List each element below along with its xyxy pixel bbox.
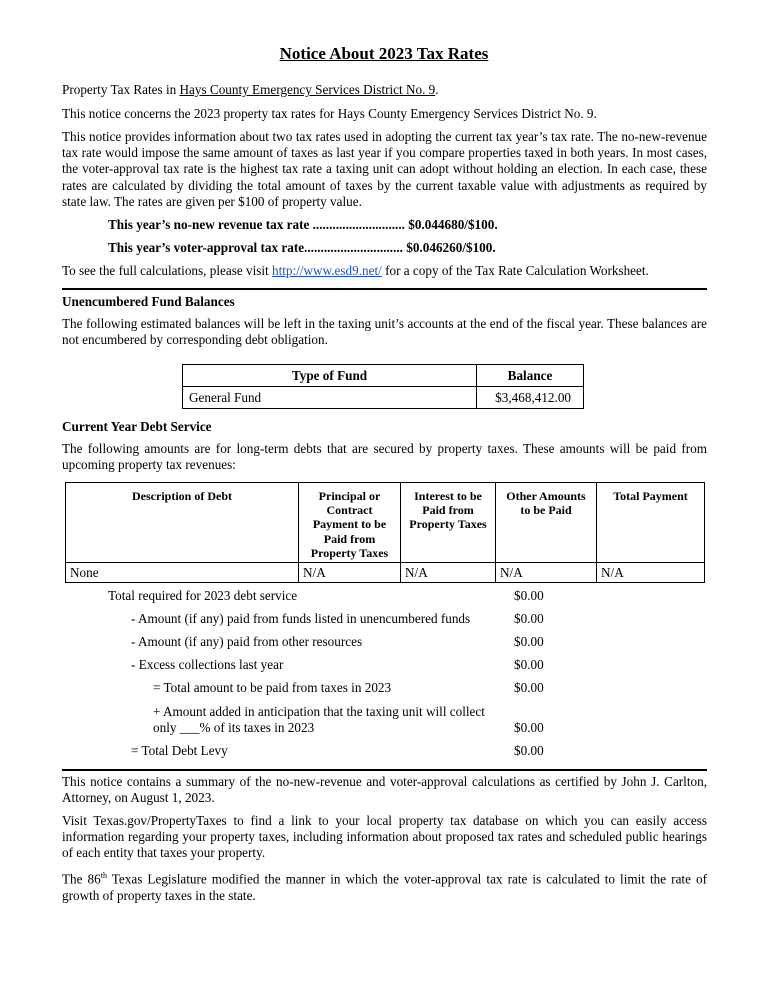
debt-table [65, 482, 705, 583]
summary-total-required-amount: $0.00 [514, 588, 544, 603]
total-payment-header: Total Payment [597, 483, 705, 563]
interest-header: Interest to be Paid from Property Taxes [401, 483, 496, 563]
total-payment-cell: N/A [597, 563, 705, 583]
unencumbered-heading: Unencumbered Fund Balances [62, 294, 235, 309]
unencumbered-paragraph: The following estimated balances will be left in the taxing unit’s accounts at the end of the fiscal year. These balances are not encumbered by corresponding debt obligation. [62, 316, 707, 348]
interest-cell: N/A [401, 563, 496, 583]
summary-anticipation-line-2: only ___% of its taxes in 2023 [153, 720, 315, 735]
fund-name-cell: General Fund [183, 387, 477, 409]
certification-paragraph: This notice contains a summary of the no-new-revenue and voter-approval calculations as certified by John J. Carlton, Attorney, on August 1, 2023. [62, 774, 707, 806]
page-title: Notice About 2023 Tax Rates [279, 44, 489, 63]
debt-service-text [62, 441, 707, 473]
intro-paragraph [62, 129, 707, 210]
calculation-link-line [62, 263, 707, 279]
section-divider [62, 288, 707, 290]
summary-total-debt-levy-amount: $0.00 [514, 743, 544, 758]
legislature-paragraph [62, 868, 707, 904]
summary-unencumbered-funds: - Amount (if any) paid from funds listed in unencumbered funds [131, 611, 471, 626]
summary-other-resources: - Amount (if any) paid from other resources [131, 634, 363, 649]
summary-excess-collections-amount: $0.00 [514, 657, 544, 672]
taxing-unit-name: Hays County Emergency Services District No. 9 [179, 82, 436, 97]
certification-text [62, 774, 707, 806]
fund-type-header: Type of Fund [183, 365, 477, 387]
fund-balance-table [182, 364, 584, 409]
summary-total-debt-levy: = Total Debt Levy [131, 743, 228, 758]
summary-anticipation-amount: $0.00 [514, 720, 544, 735]
visit-texas-text [62, 813, 707, 862]
intro-paragraph-text: This notice provides information about two tax rates used in adopting the current tax year’s tax rate. The no-new-revenue tax rate would impose the same amount of taxes as last year if you compare properties taxed in both years. In most cases, the voter-approval tax rate is the highest tax rate a taxing unit can adopt without holding an election. In each case, these rates are calculated by dividing the total amount of taxes by the current taxable value with adjustments as required by state law. The rates are given per $100 of property value. [62, 129, 707, 209]
summary-unencumbered-funds-amount: $0.00 [514, 611, 544, 626]
no-new-revenue-rate-label: This year’s no-new revenue tax rate ............................ [108, 217, 405, 232]
unencumbered-text [62, 316, 707, 348]
fund-balance-cell: $3,468,412.00 [477, 387, 584, 409]
debt-service-paragraph: The following amounts are for long-term debts that are secured by property taxes. These amounts will be paid from upcoming property tax revenues: [62, 441, 707, 473]
summary-paid-from-taxes-amount: $0.00 [514, 680, 544, 695]
calc-link-suffix: for a copy of the Tax Rate Calculation Worksheet. [381, 263, 649, 278]
summary-other-resources-amount: $0.00 [514, 634, 544, 649]
summary-total-required: Total required for 2023 debt service [108, 588, 298, 603]
intro-prefix: Property Tax Rates in [62, 82, 180, 97]
summary-paid-from-taxes: = Total amount to be paid from taxes in 2023 [153, 680, 392, 695]
voter-approval-rate-value: $0.046260/$100. [406, 240, 496, 255]
debt-description-cell: None [66, 563, 299, 583]
intro-suffix: . [435, 82, 439, 97]
visit-texas-paragraph: Visit Texas.gov/PropertyTaxes to find a link to your local property tax database on which you can easily access information regarding your property taxes, including information about proposed tax rates and scheduled public hearings of each entity that taxes your property. [62, 813, 707, 861]
footer-divider [62, 769, 707, 771]
intro-line-1 [62, 82, 707, 98]
no-new-revenue-rate-value: $0.044680/$100. [408, 217, 498, 232]
debt-service-heading: Current Year Debt Service [62, 419, 212, 434]
principal-cell: N/A [299, 563, 401, 583]
voter-approval-rate-row [108, 240, 496, 256]
other-amounts-header: Other Amounts to be Paid [496, 483, 597, 563]
debt-description-header: Description of Debt [66, 483, 299, 563]
intro-line-2: This notice concerns the 2023 property tax rates for Hays County Emergency Services District No. 9. [62, 106, 597, 121]
no-new-revenue-rate-row [108, 217, 498, 233]
legislature-text [62, 868, 707, 904]
esd9-website-link[interactable]: http://www.esd9.net/ [272, 263, 382, 278]
calc-link-prefix: To see the full calculations, please visit [62, 263, 273, 278]
legislature-prefix: The 86 [62, 871, 101, 887]
legislature-superscript: th [100, 871, 107, 880]
voter-approval-rate-label: This year’s voter-approval tax rate.............................. [108, 240, 403, 255]
summary-anticipation-line-1: + Amount added in anticipation that the taxing unit will collect [153, 704, 485, 719]
legislature-suffix: Texas Legislature modified the manner in which the voter-approval tax rate is calculated to limit the rate of growth of property taxes in the state. [62, 871, 707, 903]
summary-excess-collections: - Excess collections last year [131, 657, 284, 672]
balance-header: Balance [477, 365, 584, 387]
other-amounts-cell: N/A [496, 563, 597, 583]
principal-header: Principal or Contract Payment to be Paid from Property Taxes [299, 483, 401, 563]
